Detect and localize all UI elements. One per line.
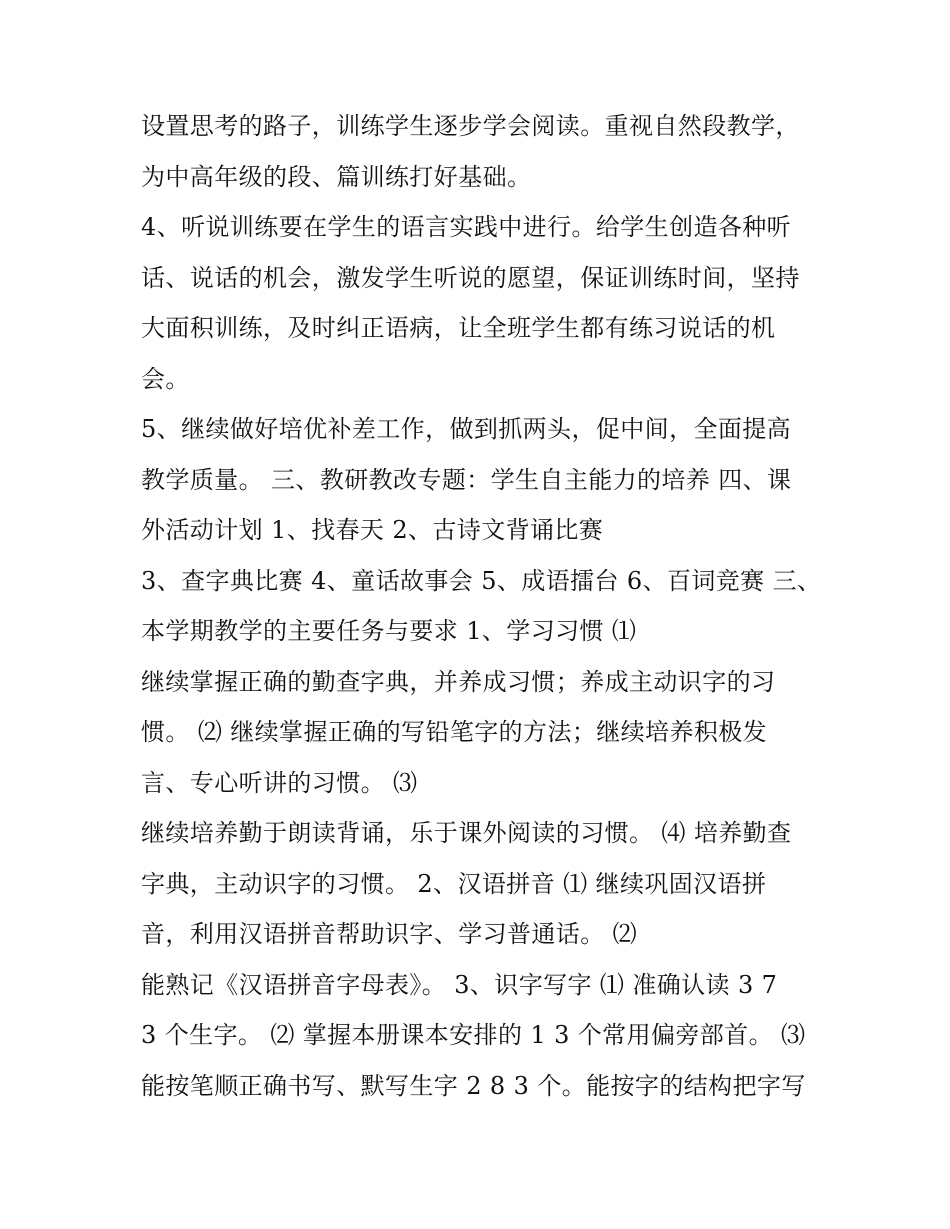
- text-line: 5、继续做好培优补差工作，做到抓两头，促中间，全面提高: [141, 415, 792, 443]
- text-line: 话、说话的机会，激发学生听说的愿望，保证训练时间，坚持: [141, 263, 800, 292]
- text-line: 4、听说训练要在学生的语言实践中进行。给学生创造各种听: [141, 213, 792, 241]
- text-line: 继续掌握正确的勤查字典，并养成习惯；养成主动识字的习: [141, 667, 776, 696]
- text-line: 能熟记《汉语拼音字母表》。 3、识字写字 ⑴ 准确认读 3 7: [141, 970, 778, 999]
- text-line: 会。: [141, 364, 190, 393]
- text-line: 3、查字典比赛 4、童话故事会 5、成语擂台 6、百词竞赛 三、: [141, 566, 822, 595]
- text-line: 外活动计划 1、找春天 2、古诗文背诵比赛: [141, 516, 604, 544]
- text-line: 大面积训练，及时纠正语病，让全班学生都有练习说话的机: [141, 314, 776, 342]
- text-line: 言、专心听讲的习惯。 ⑶: [141, 768, 418, 797]
- text-line: 3 个生字。 ⑵ 掌握本册课本安排的 1 3 个常用偏旁部首。 ⑶: [141, 1021, 806, 1049]
- text-line: 本学期教学的主要任务与要求 1、学习习惯 ⑴: [141, 617, 637, 645]
- text-line: 继续培养勤于朗读背诵，乐于课外阅读的习惯。 ⑷ 培养勤查: [141, 819, 792, 847]
- body-text: [141, 101, 831, 1111]
- text-line: 字典，主动识字的习惯。 2、汉语拼音 ⑴ 继续巩固汉语拼: [141, 869, 767, 898]
- text-line: 为中高年级的段、篇训练打好基础。: [141, 162, 532, 191]
- text-line: 教学质量。 三、教研教改专题：学生自主能力的培养 四、课: [141, 465, 792, 494]
- text-line: 惯。 ⑵ 继续掌握正确的写铅笔字的方法；继续培养积极发: [141, 718, 768, 746]
- text-line: 音，利用汉语拼音帮助识字、学习普通话。 ⑵: [141, 920, 638, 948]
- text-line: 能按笔顺正确书写、默写生字 2 8 3 个。能按字的结构把字写: [141, 1071, 806, 1100]
- text-line: 设置思考的路子，训练学生逐步学会阅读。重视自然段教学，: [141, 112, 800, 140]
